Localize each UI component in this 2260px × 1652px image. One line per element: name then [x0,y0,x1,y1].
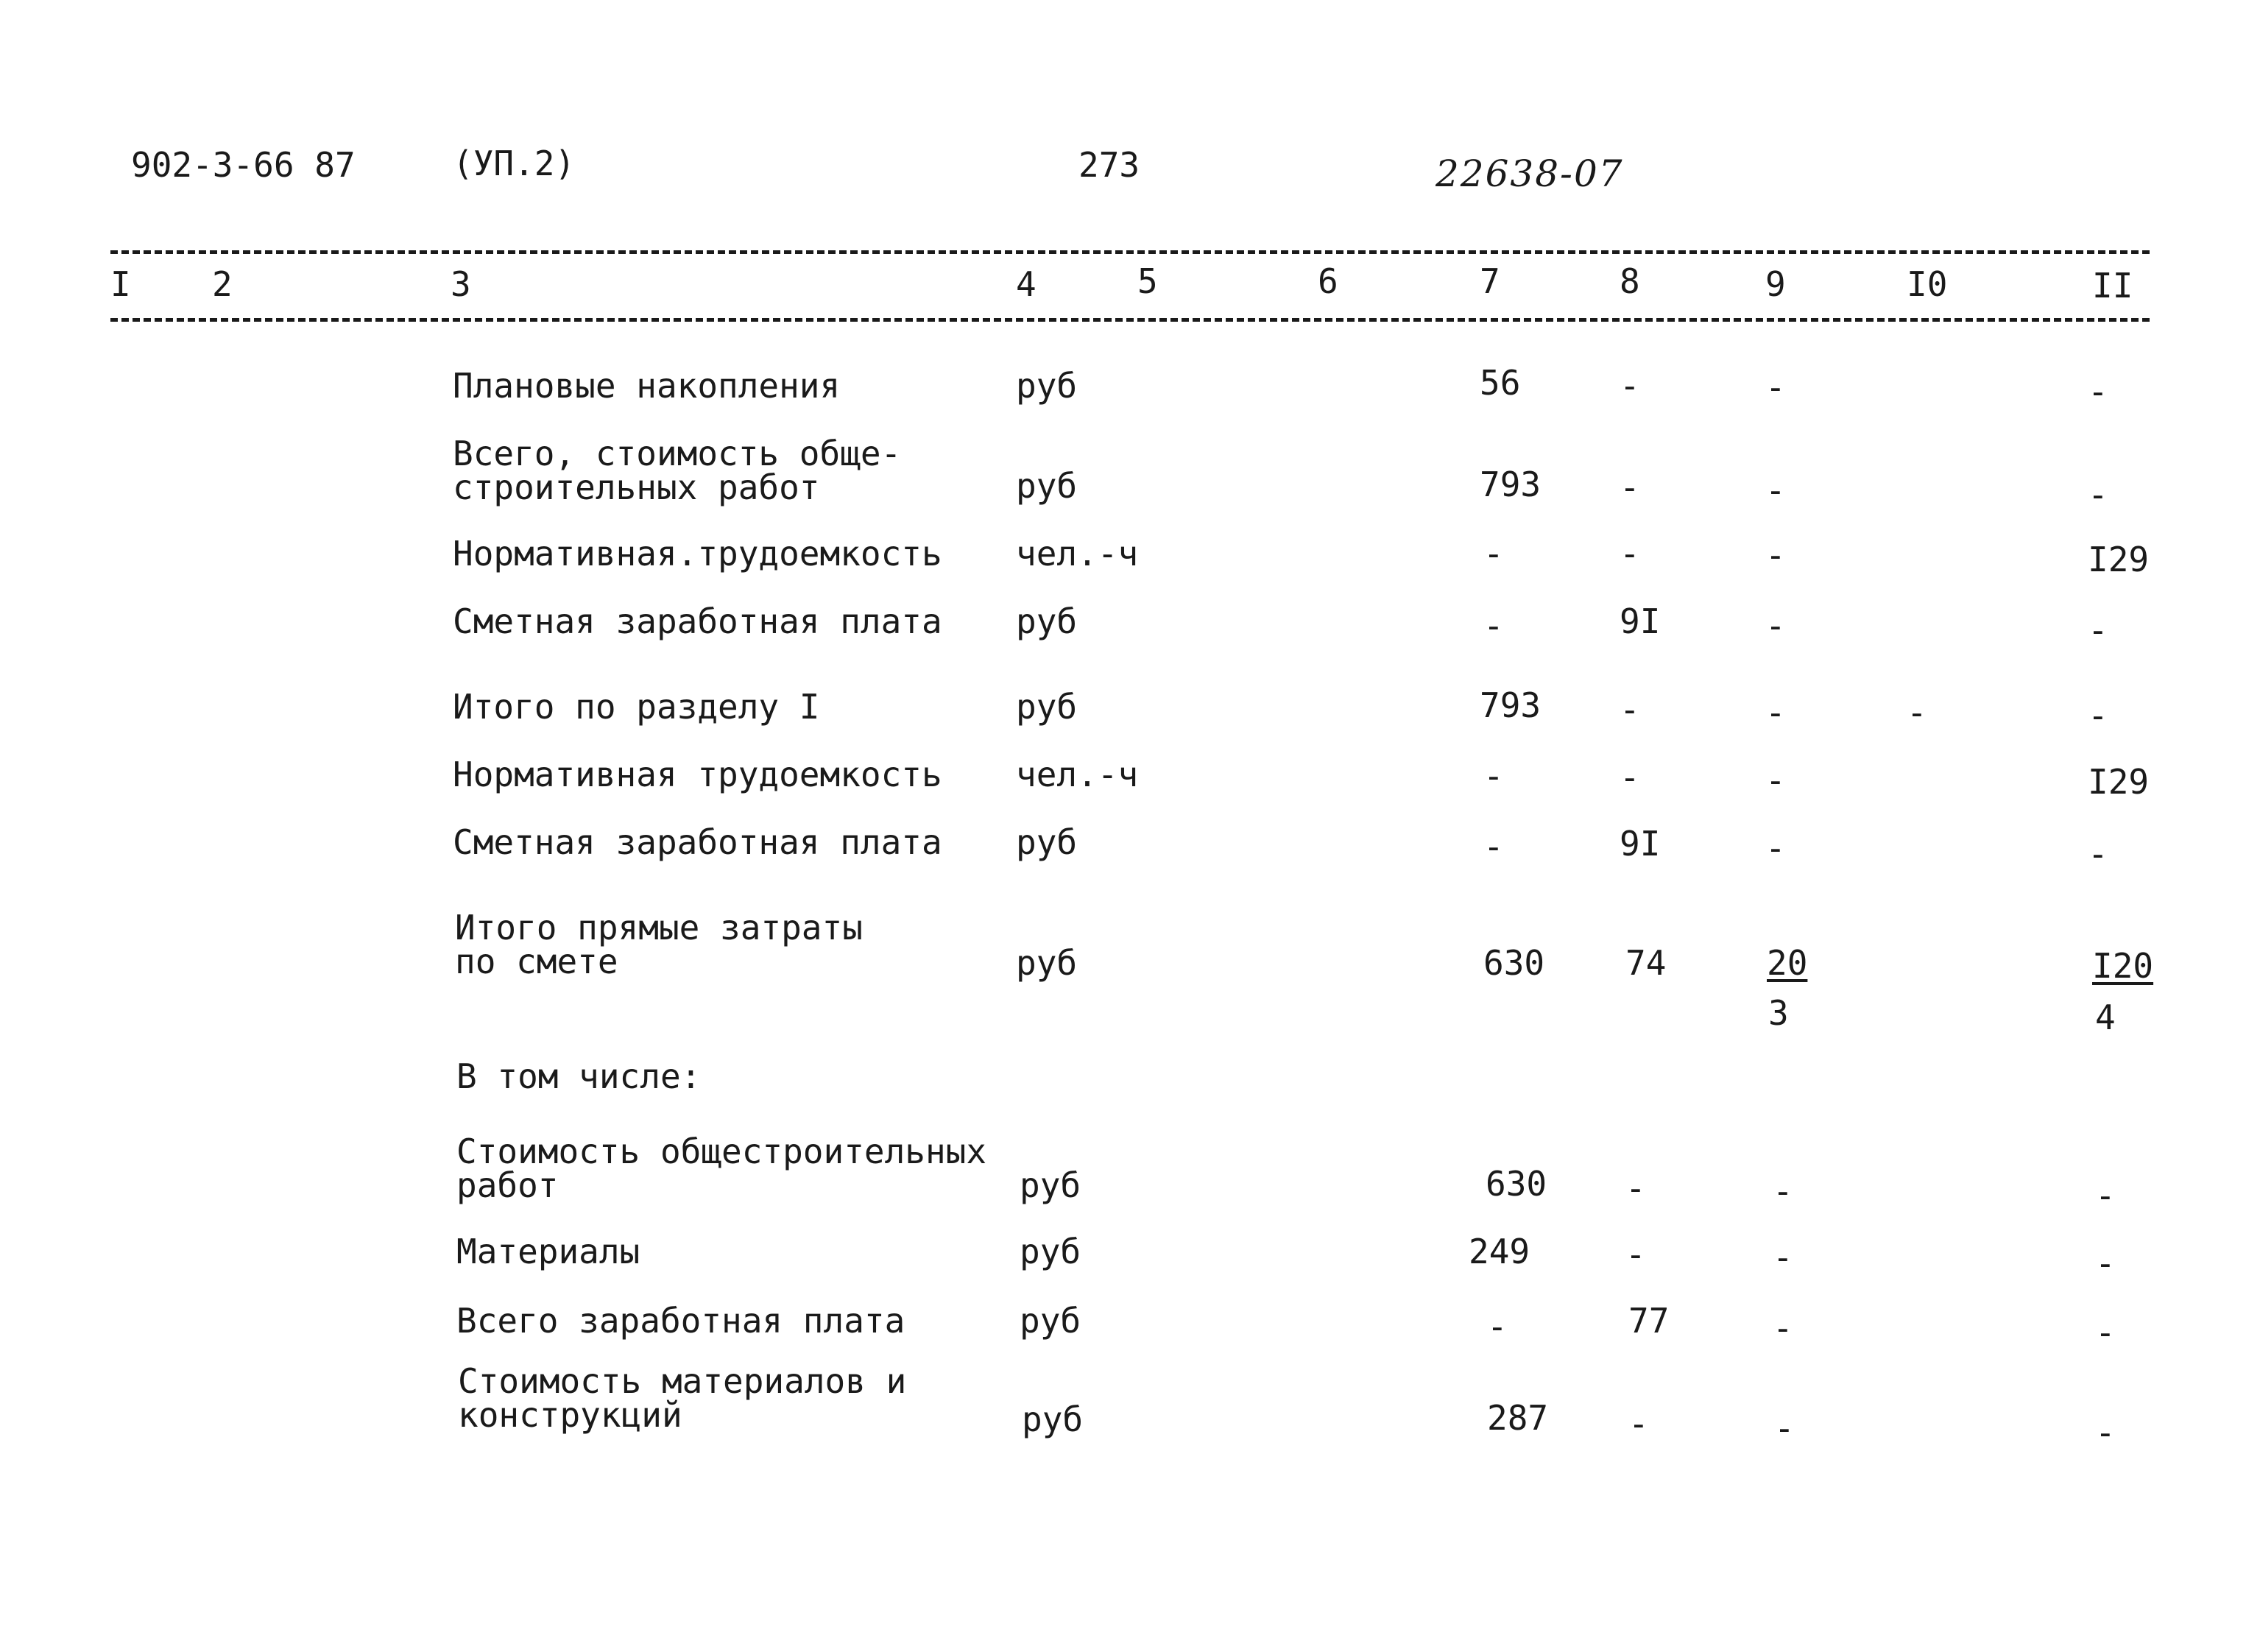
cell-c8: - [1620,758,1640,797]
cell-c7: - [1487,1307,1508,1346]
cell-c7: 630 [1483,943,1545,983]
row-label-line1: Стоимость общестроительных [456,1132,987,1171]
row-unit: руб [1020,1301,1081,1341]
row-label-line2: строительных работ [453,467,820,507]
album-number: (УП.2) [453,144,576,183]
cell-c11: - [2095,1313,2116,1352]
row-unit: руб [1016,366,1078,406]
row-unit: руб [1016,466,1078,506]
cell-c9: - [1773,1308,1793,1348]
cell-c7: - [1483,534,1504,573]
inventory-number: 22638-07 [1436,152,1624,195]
header-top-rule [110,250,2150,254]
cell-c11: I29 [2088,762,2150,802]
cell-c8: - [1625,1235,1646,1274]
cell-c11: - [2088,696,2108,735]
cell-c9: - [1765,760,1786,800]
col-header-10: I0 [1907,264,1948,304]
cell-c11: - [2095,1243,2116,1283]
row-label: Сметная заработная плата [453,601,942,641]
cell-c11: - [2095,1176,2116,1215]
cell-c7: - [1483,756,1504,796]
cell-c8: 77 [1628,1301,1670,1341]
cell-c9: - [1765,470,1786,510]
cell-c8: 74 [1625,943,1667,983]
cell-c11: I20 [2092,946,2154,986]
cell-c11: I29 [2088,540,2150,579]
cell-c8: 9I [1620,601,1661,641]
cell-c10: - [1907,693,1927,733]
cell-c11: - [2088,475,2108,515]
row-label: Нормативная трудоемкость [453,755,942,794]
row-label: Нормативная.трудоемкость [453,534,942,573]
row-label-line1: Стоимость материалов и [458,1361,907,1401]
row-unit: руб [1020,1232,1081,1271]
cell-c7: 287 [1487,1398,1549,1438]
cell-c9: 20 [1767,943,1808,983]
cell-c11: - [2088,834,2108,874]
row-label: Всего заработная плата [456,1301,905,1341]
col-header-8: 8 [1620,261,1640,301]
row-label: Плановые накопления [453,366,841,406]
cell-c9: - [1765,693,1786,733]
row-unit: чел.-ч [1016,534,1139,573]
row-unit: руб [1020,1165,1081,1205]
col-header-7: 7 [1480,261,1500,301]
row-label-line1: Итого прямые затраты [455,908,863,947]
row-unit: руб [1016,822,1078,862]
cell-c7: 249 [1469,1232,1530,1271]
cell-c11: - [2095,1413,2116,1452]
cell-c9: - [1773,1171,1793,1211]
row-label-line2: конструкций [458,1395,682,1435]
row-unit: руб [1022,1399,1084,1439]
col-header-5: 5 [1137,261,1158,301]
cell-c8: - [1620,366,1640,406]
cell-c7: 793 [1480,465,1542,504]
row-label-line1: Всего, стоимость обще- [453,434,902,473]
row-label: Итого по разделу I [453,687,820,727]
doc-code: 902-3-66 87 [131,145,356,185]
col-header-2: 2 [212,264,233,304]
col-header-1: I [110,264,131,304]
row-unit: чел.-ч [1016,755,1139,794]
cell-c8: - [1620,690,1640,730]
row-unit: руб [1016,943,1078,983]
cell-c8: - [1628,1404,1649,1444]
cell-c8: - [1625,1168,1646,1208]
cell-c8: - [1620,467,1640,507]
cell-c9-sub: 3 [1768,993,1789,1033]
cell-c7: 630 [1486,1164,1547,1204]
row-label-line2: по смете [455,942,618,981]
col-header-4: 4 [1016,264,1037,304]
row-label: Сметная заработная плата [453,822,942,862]
cell-c7: 56 [1480,363,1521,403]
cell-c9: - [1765,367,1786,407]
row-label-line2: работ [456,1165,559,1205]
col-header-9: 9 [1765,264,1786,304]
cell-c11: - [2088,610,2108,650]
page-number: 273 [1078,145,1140,185]
cell-c9: - [1765,535,1786,575]
cell-c7: 793 [1480,685,1542,725]
cell-c8: - [1620,534,1640,573]
section-label: В том числе: [456,1056,702,1096]
row-unit: руб [1016,687,1078,727]
col-header-11: II [2092,266,2133,306]
header-bottom-rule [110,318,2150,322]
cell-c9: - [1765,606,1786,646]
cell-c11: - [2088,372,2108,412]
cell-c11-sub: 4 [2095,998,2116,1037]
row-unit: руб [1016,601,1078,641]
cell-c9: - [1765,828,1786,868]
cell-c7: - [1483,827,1504,866]
cell-c8: 9I [1620,824,1661,864]
cell-c7: - [1483,606,1504,646]
col-header-3: 3 [451,264,471,304]
row-label: Материалы [456,1232,640,1271]
cell-c9: - [1773,1238,1793,1277]
cell-c9: - [1774,1408,1795,1448]
col-header-6: 6 [1318,261,1338,301]
